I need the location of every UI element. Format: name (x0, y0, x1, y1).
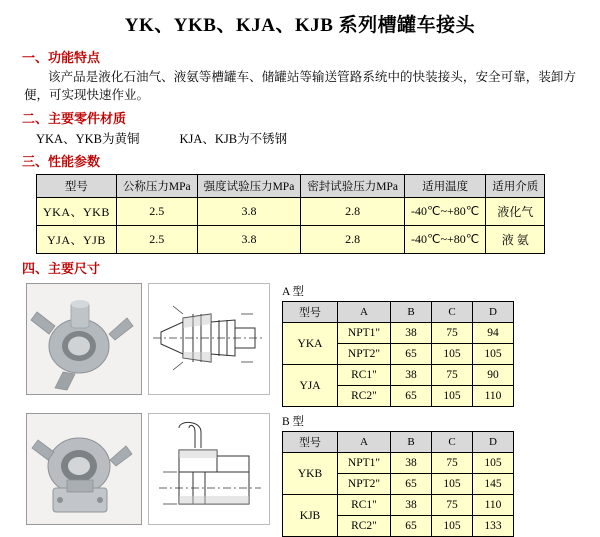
section-heading-dimensions: 四、主要尺寸 (22, 261, 101, 277)
cell-model: YKA (283, 323, 338, 365)
drawing-coupling-b (148, 413, 270, 525)
cell-d: 94 (473, 323, 514, 344)
cell-seal-pressure: 2.8 (301, 226, 405, 254)
cell-model: YJA、YJB (37, 226, 117, 254)
cell-model: KJB (283, 495, 338, 537)
cell-temperature: -40℃~+80℃ (405, 198, 486, 226)
cell-a: RC1" (338, 495, 391, 516)
dimension-block-b (10, 413, 590, 537)
type-label-b: B 型 (282, 416, 305, 429)
cell-c: 75 (432, 365, 473, 386)
cell-b: 65 (391, 344, 432, 365)
photo-coupling-a (26, 283, 142, 395)
table-row (37, 198, 545, 226)
table-row (283, 495, 514, 516)
col-a: A (338, 302, 391, 323)
material-line-brass: YKA、YKB为黄铜 (36, 132, 140, 147)
cell-medium: 液化气 (486, 198, 545, 226)
col-c: C (432, 432, 473, 453)
table-row (283, 365, 514, 386)
section-heading-features: 一、功能特点 (22, 50, 101, 65)
col-d: D (473, 302, 514, 323)
cell-d: 133 (473, 516, 514, 537)
cell-b: 65 (391, 386, 432, 407)
col-model: 型号 (283, 302, 338, 323)
table-row (283, 453, 514, 474)
col-model: 型号 (37, 175, 117, 198)
col-temperature: 适用温度 (405, 175, 486, 198)
cell-temperature: -40℃~+80℃ (405, 226, 486, 254)
cell-model: YJA (283, 365, 338, 407)
material-lines (36, 129, 576, 147)
cell-a: NPT2" (338, 474, 391, 495)
cell-b: 38 (391, 453, 432, 474)
cell-a: RC1" (338, 365, 391, 386)
cell-c: 75 (432, 453, 473, 474)
cell-b: 65 (391, 516, 432, 537)
cell-c: 105 (432, 386, 473, 407)
dimension-table-b-wrap (282, 413, 514, 537)
section-heading-material: 二、主要零件材质 (22, 111, 127, 127)
photo-coupling-a-graphic (27, 284, 141, 394)
drawing-coupling-a (148, 283, 270, 395)
cell-nominal-pressure: 2.5 (116, 198, 197, 226)
cell-c: 105 (432, 344, 473, 365)
cell-a: NPT1" (338, 453, 391, 474)
performance-table (36, 174, 545, 254)
cell-b: 65 (391, 474, 432, 495)
col-b: B (391, 432, 432, 453)
cell-c: 105 (432, 516, 473, 537)
dimension-table-b (282, 431, 514, 537)
cell-d: 145 (473, 474, 514, 495)
cell-a: RC2" (338, 386, 391, 407)
cell-strength-pressure: 3.8 (197, 198, 301, 226)
cell-d: 105 (473, 453, 514, 474)
cell-a: NPT1" (338, 323, 391, 344)
col-model: 型号 (283, 432, 338, 453)
table-header-row (283, 302, 514, 323)
table-header-row (37, 175, 545, 198)
cell-a: RC2" (338, 516, 391, 537)
drawing-coupling-a-graphic (149, 284, 267, 392)
cell-medium: 液 氨 (486, 226, 545, 254)
photo-coupling-b (26, 413, 142, 525)
page-title: YK、YKB、KJA、KJB 系列槽罐车接头 (124, 15, 476, 36)
cell-strength-pressure: 3.8 (197, 226, 301, 254)
cell-b: 38 (391, 495, 432, 516)
table-header-row (283, 432, 514, 453)
col-a: A (338, 432, 391, 453)
cell-c: 75 (432, 323, 473, 344)
features-paragraph: 该产品是液化石油气、液氨等槽罐车、储罐站等输送管路系统中的快装接头，安全可靠，装卸方便，可实现快速作业。 (24, 70, 576, 103)
cell-d: 110 (473, 495, 514, 516)
col-d: D (473, 432, 514, 453)
col-nominal-pressure: 公称压力MPa (116, 175, 197, 198)
type-label-a: A 型 (282, 286, 305, 299)
cell-a: NPT2" (338, 344, 391, 365)
dimension-block-a (10, 283, 590, 407)
col-medium: 适用介质 (486, 175, 545, 198)
cell-d: 110 (473, 386, 514, 407)
cell-nominal-pressure: 2.5 (116, 226, 197, 254)
cell-c: 75 (432, 495, 473, 516)
cell-b: 38 (391, 323, 432, 344)
cell-b: 38 (391, 365, 432, 386)
material-line-steel: KJA、KJB为不锈钢 (179, 132, 288, 147)
dimension-table-a-wrap (282, 283, 514, 407)
cell-model: YKA、YKB (37, 198, 117, 226)
cell-d: 90 (473, 365, 514, 386)
cell-seal-pressure: 2.8 (301, 198, 405, 226)
cell-c: 105 (432, 474, 473, 495)
drawing-coupling-b-graphic (149, 414, 267, 522)
col-strength-pressure: 强度试验压力MPa (197, 175, 301, 198)
photo-coupling-b-graphic (27, 414, 141, 524)
dimension-table-a (282, 301, 514, 407)
col-seal-pressure: 密封试验压力MPa (301, 175, 405, 198)
cell-d: 105 (473, 344, 514, 365)
table-row (283, 323, 514, 344)
table-row (37, 226, 545, 254)
col-c: C (432, 302, 473, 323)
cell-model: YKB (283, 453, 338, 495)
section-heading-performance: 三、性能参数 (22, 154, 101, 170)
col-b: B (391, 302, 432, 323)
